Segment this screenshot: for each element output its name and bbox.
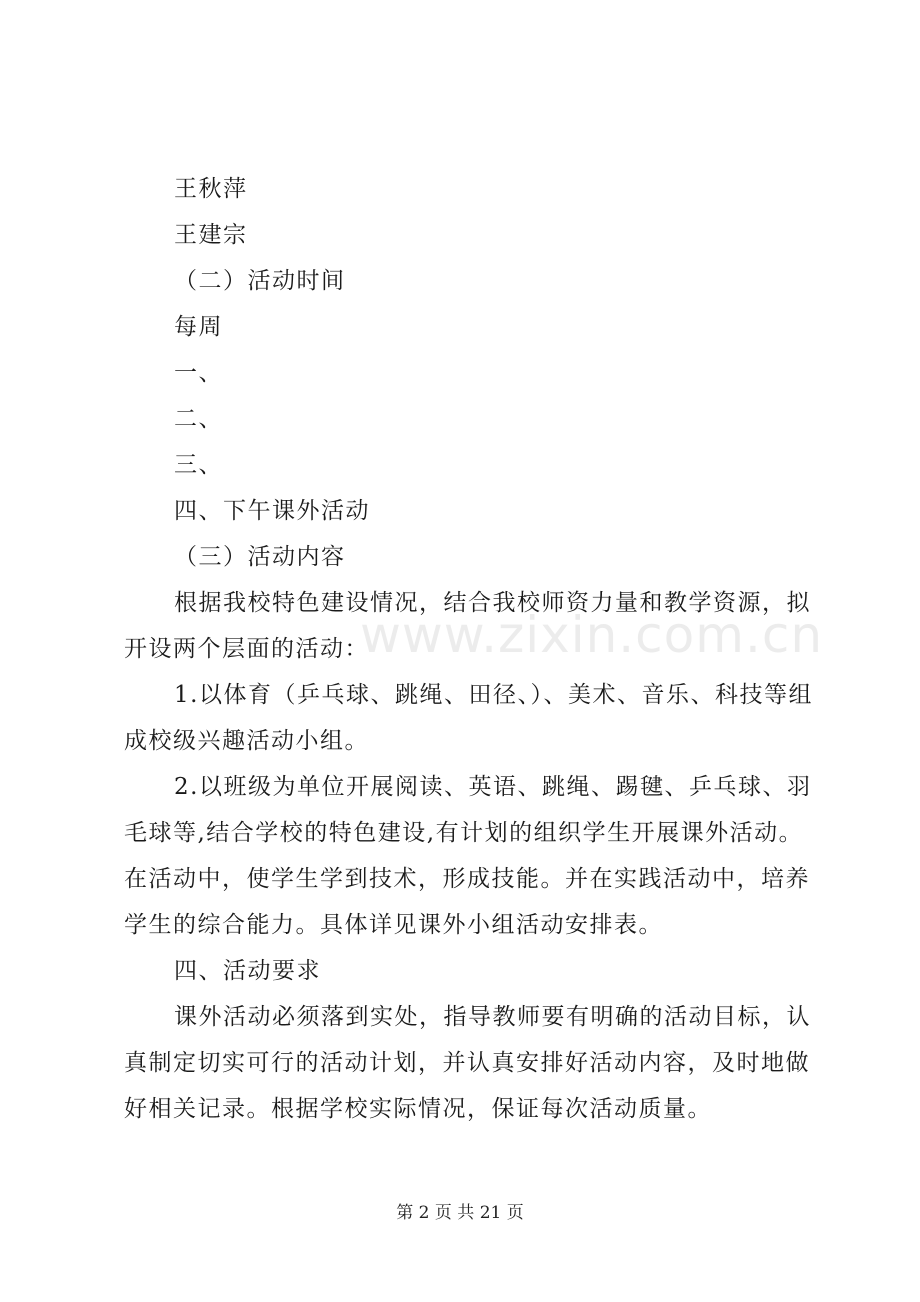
paragraph-2-line-1: 1.以体育（乒乓球、跳绳、田径、）、美术、音乐、科技等组 — [174, 682, 813, 708]
text-line-day-4: 四、下午课外活动 — [174, 498, 370, 524]
watermark: www.zixin.com.cn — [360, 606, 824, 664]
paragraph-2-line-2: 成校级兴趣活动小组。 — [124, 728, 369, 754]
paragraph-3-line-1: 2.以班级为单位开展阅读、英语、跳绳、踢毽、乒乓球、羽 — [174, 774, 812, 800]
section-heading-activity-time: （二）活动时间 — [174, 268, 346, 294]
paragraph-3-line-4: 学生的综合能力。具体详见课外小组活动安排表。 — [124, 912, 663, 938]
text-line-2: 王建宗 — [174, 222, 248, 248]
section-heading-activity-content: （三）活动内容 — [174, 544, 346, 570]
paragraph-4-line-3: 好相关记录。根据学校实际情况，保证每次活动质量。 — [124, 1096, 712, 1122]
text-line-day-1: 一、 — [174, 360, 223, 386]
text-line-day-3: 三、 — [174, 452, 223, 478]
page-footer: 第 2 页 共 21 页 — [396, 1203, 524, 1223]
paragraph-3-line-3: 在活动中，使学生学到技术，形成技能。并在实践活动中，培养 — [124, 866, 810, 892]
text-line-weekly: 每周 — [174, 314, 223, 340]
paragraph-4-line-1: 课外活动必须落到实处，指导教师要有明确的活动目标，认 — [174, 1004, 811, 1030]
paragraph-1-line-2: 开设两个层面的活动： — [124, 636, 369, 662]
paragraph-1-line-1: 根据我校特色建设情况，结合我校师资力量和教学资源，拟 — [174, 590, 811, 616]
text-line-day-2: 二、 — [174, 406, 223, 432]
document-body — [124, 166, 814, 1132]
text-line-1: 王秋萍 — [174, 176, 248, 202]
section-heading-activity-requirements: 四、活动要求 — [174, 958, 321, 984]
paragraph-4-line-2: 真制定切实可行的活动计划，并认真安排好活动内容，及时地做 — [124, 1050, 810, 1076]
paragraph-3-line-2: 毛球等,结合学校的特色建设,有计划的组织学生开展课外活动。 — [124, 820, 804, 846]
